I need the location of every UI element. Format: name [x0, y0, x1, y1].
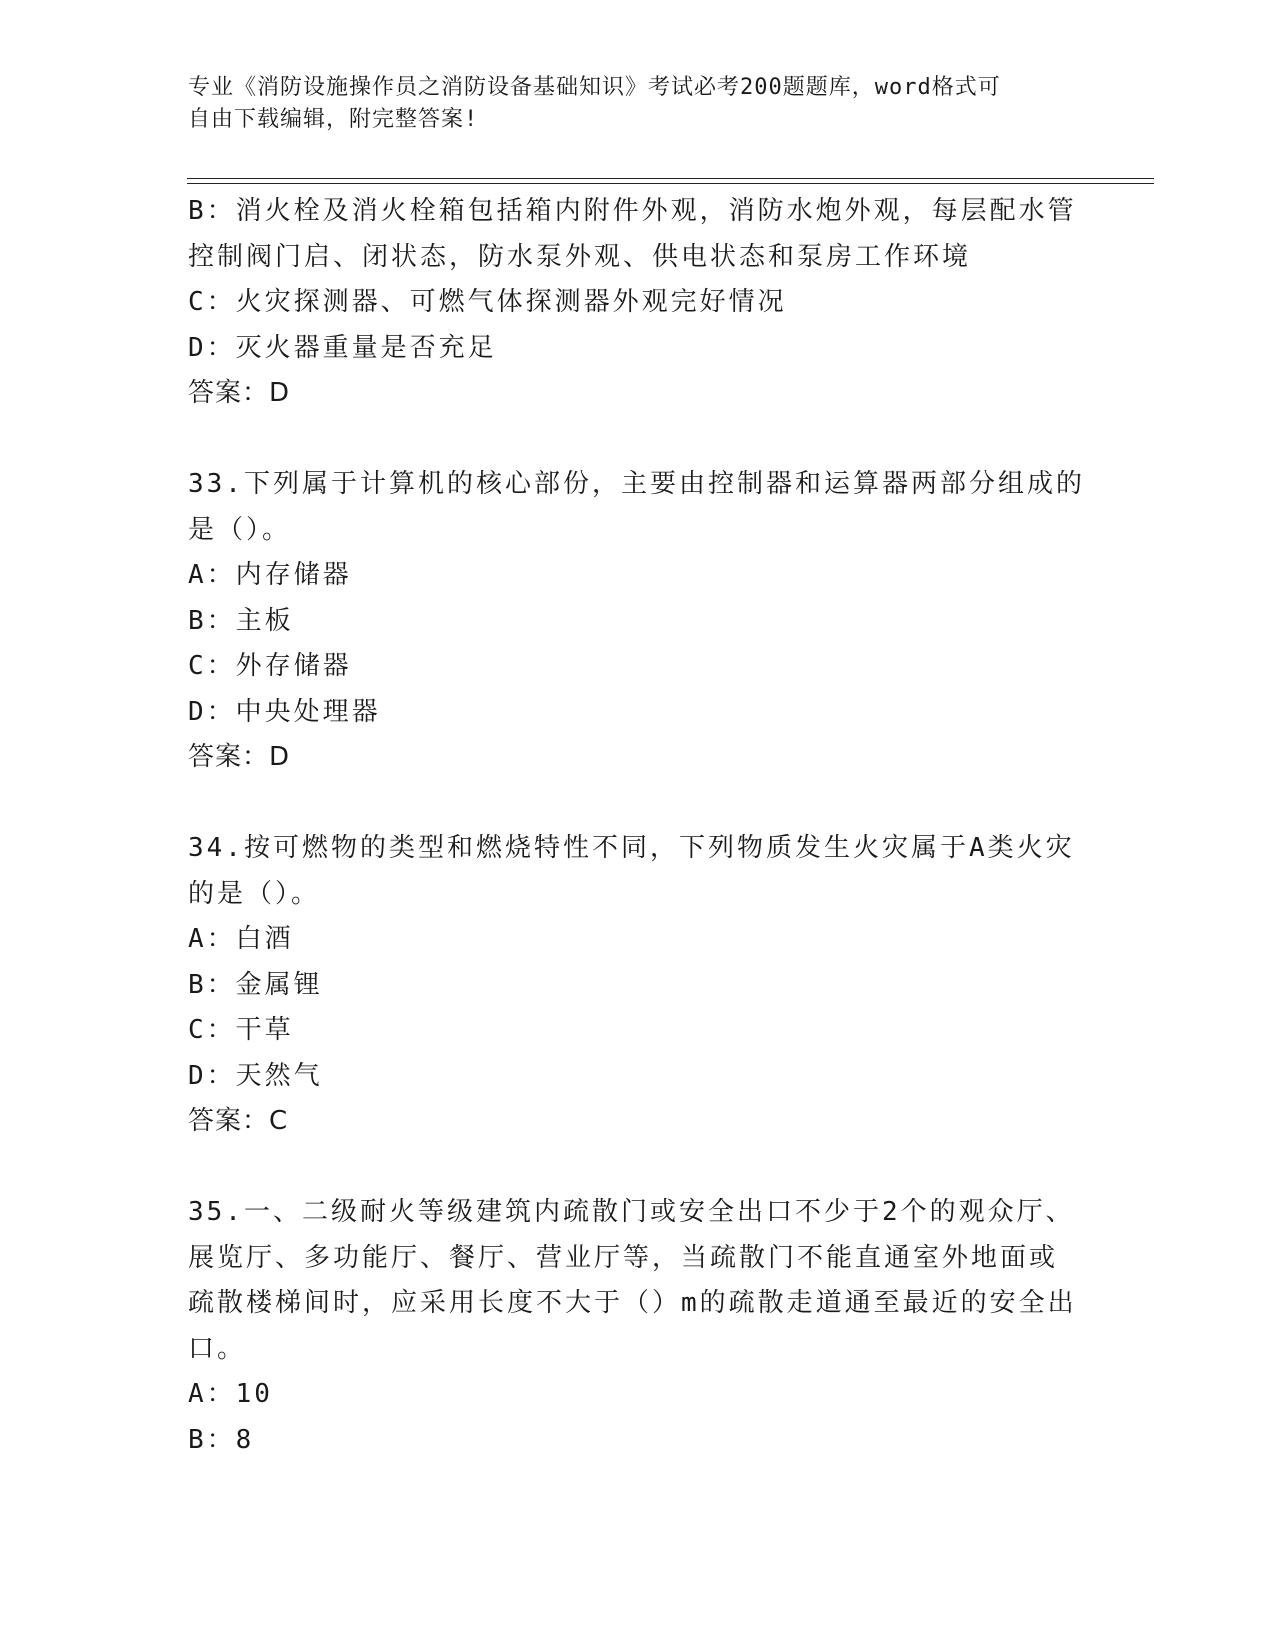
header-line-2: 自由下载编辑，附完整答案! [188, 107, 479, 132]
option-b: B：主板 [188, 605, 294, 636]
question-text-line-2: 是（）。 [188, 514, 292, 545]
question-content [188, 189, 1088, 1463]
option-a: A：白酒 [188, 924, 294, 954]
option-d: D：灭火器重量是否充足 [188, 332, 497, 363]
question-34 [188, 826, 1088, 1145]
question-text-line-2: 的是（）。 [188, 878, 321, 909]
option-a: A：内存储器 [188, 560, 352, 590]
document-header [188, 72, 1088, 136]
option-c: C：外存储器 [188, 651, 352, 681]
header-divider-bottom [187, 183, 1154, 184]
option-d: D：天然气 [188, 1060, 323, 1091]
answer: 答案：D [188, 378, 291, 408]
option-b-line-2: 控制阀门启、闭状态，防水泵外观、供电状态和泵房工作环境 [188, 241, 972, 272]
question-text-line-4: 口。 [188, 1333, 247, 1364]
answer: 答案：C [188, 1106, 289, 1136]
header-line-1: 专业《消防设施操作员之消防设备基础知识》考试必考200题题库，word格式可 [188, 75, 1001, 100]
question-text-line-1: 33.下列属于计算机的核心部份，主要由控制器和运算器两部分组成的 [188, 469, 1085, 499]
option-b-line-1: B：消火栓及消火栓箱包括箱内附件外观，消防水炮外观，每层配水管 [188, 196, 1077, 226]
option-d: D：中央处理器 [188, 696, 381, 727]
question-text-line-1: 34.按可燃物的类型和燃烧特性不同，下列物质发生火灾属于A类火灾 [188, 833, 1075, 863]
option-b: B：8 [188, 1424, 255, 1455]
option-b: B：金属锂 [188, 969, 323, 1000]
question-text-line-1: 35.一、二级耐火等级建筑内疏散门或安全出口不少于2个的观众厅、 [188, 1197, 1075, 1227]
option-c: C：火灾探测器、可燃气体探测器外观完好情况 [188, 287, 787, 317]
previous-question-block [188, 189, 1088, 417]
option-a: A：10 [188, 1379, 273, 1409]
option-c: C：干草 [188, 1015, 294, 1045]
answer: 答案：D [188, 742, 291, 772]
header-divider-top [187, 178, 1154, 179]
question-text-line-2: 展览厅、多功能厅、餐厅、营业厅等，当疏散门不能直通室外地面或 [188, 1242, 1059, 1273]
question-text-line-3: 疏散楼梯间时，应采用长度不大于（）m的疏散走道通至最近的安全出 [188, 1288, 1077, 1318]
question-33 [188, 462, 1088, 781]
question-35 [188, 1190, 1088, 1463]
